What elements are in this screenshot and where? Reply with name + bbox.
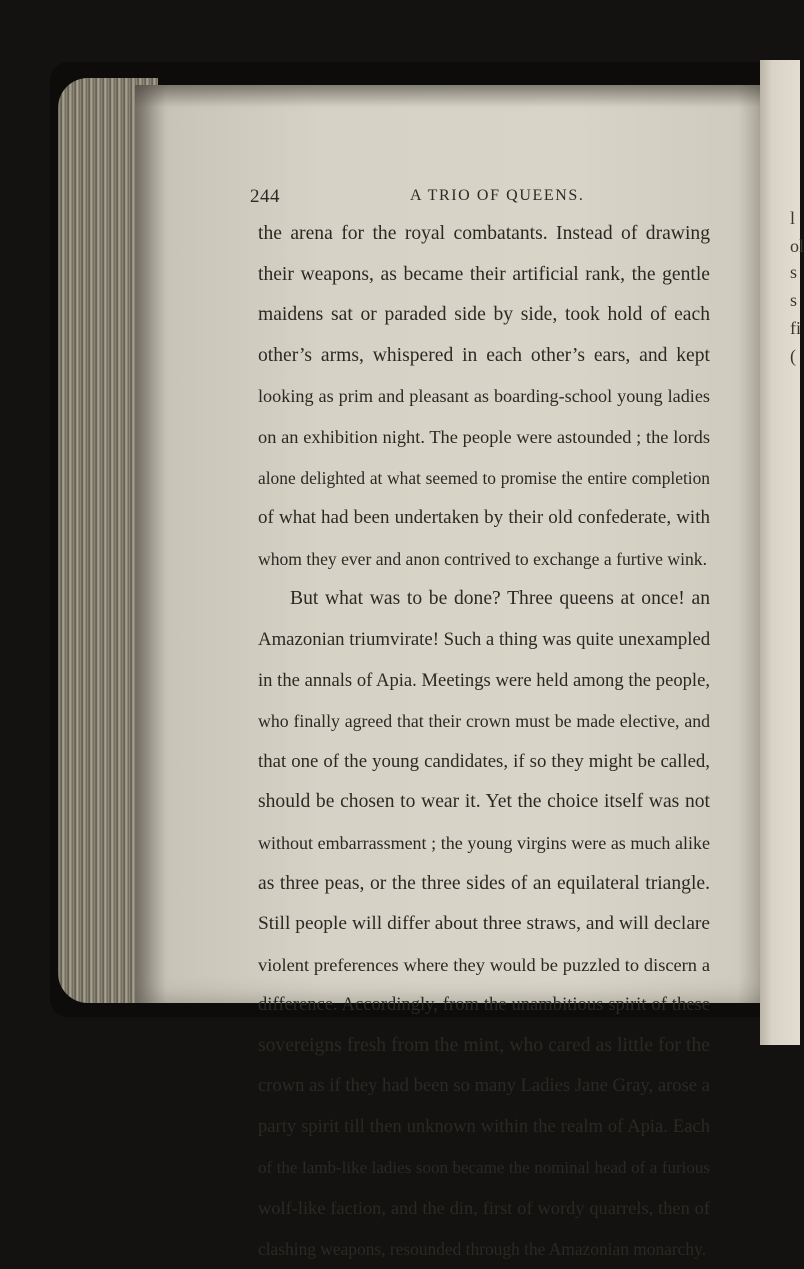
text-line: alone delighted at what seemed to promise the entire completion <box>258 467 710 488</box>
text-line: on an exhibition night. The people were astounded ; the lords <box>258 426 710 447</box>
text-line: as three peas, or the three sides of an equilateral triangle. <box>258 872 710 894</box>
text-line: that one of the young candidates, if so they might be called, <box>258 750 710 772</box>
facing-page-fragment: s <box>790 290 798 310</box>
text-line: wolf-like faction, and the din, first of wordy quarrels, then of <box>258 1198 710 1219</box>
body-text <box>258 214 710 1269</box>
text-line: whom they ever and anon contrived to exchange a furtive wink. <box>258 548 707 569</box>
text-line: crown as if they had been so many Ladies Jane Gray, arose a <box>258 1075 710 1097</box>
text-line: difference. Accordingly, from the unambitious spirit of these <box>258 994 710 1016</box>
text-line: clashing weapons, resounded through the Amazonian monarchy. <box>258 1238 707 1259</box>
page-shadow <box>135 85 763 107</box>
facing-page-fragment: s <box>790 262 798 282</box>
text-line: looking as prim and pleasant as boarding-school young ladies <box>258 386 710 407</box>
page-header <box>250 186 710 212</box>
text-line: Still people will differ about three straws, and will declare <box>258 913 710 935</box>
text-line: of what had been undertaken by their old confederate, with <box>258 507 710 529</box>
text-line: without embarrassment ; the young virgins were as much alike <box>258 832 710 853</box>
text-line: the arena for the royal combatants. Instead of drawing <box>258 223 710 244</box>
text-line: in the annals of Apia. Meetings were held among the people, <box>258 669 710 691</box>
text-line: sovereigns fresh from the mint, who cared as little for the <box>258 1034 710 1056</box>
text-line: their weapons, as became their artificial rank, the gentle <box>258 263 710 285</box>
text-line: of the lamb-like ladies soon became the nominal head of a furious <box>258 1157 710 1177</box>
page-number: 244 <box>250 186 280 207</box>
facing-page-fragment: ol <box>790 236 804 256</box>
text-line: But what was to be done? Three queens at once! an <box>290 588 710 610</box>
text-line: party spirit till then unknown within the realm of Apia. Each <box>258 1116 710 1138</box>
text-line: Amazonian triumvirate! Such a thing was quite unexampled <box>258 628 711 650</box>
running-title: A TRIO OF QUEENS. <box>410 187 585 204</box>
facing-page-fragment: l <box>790 208 796 228</box>
facing-page-fragment: fi <box>790 318 801 338</box>
text-line: other’s arms, whispered in each other’s ears, and kept <box>258 344 710 366</box>
text-line: violent preferences where they would be puzzled to discern a <box>258 954 710 975</box>
facing-page-fragment: ( <box>790 346 796 366</box>
text-line: should be chosen to wear it. Yet the choice itself was not <box>258 791 710 813</box>
text-line: who finally agreed that their crown must be made elective, and <box>258 711 710 732</box>
text-line: maidens sat or paraded side by side, took hold of each <box>258 304 710 326</box>
